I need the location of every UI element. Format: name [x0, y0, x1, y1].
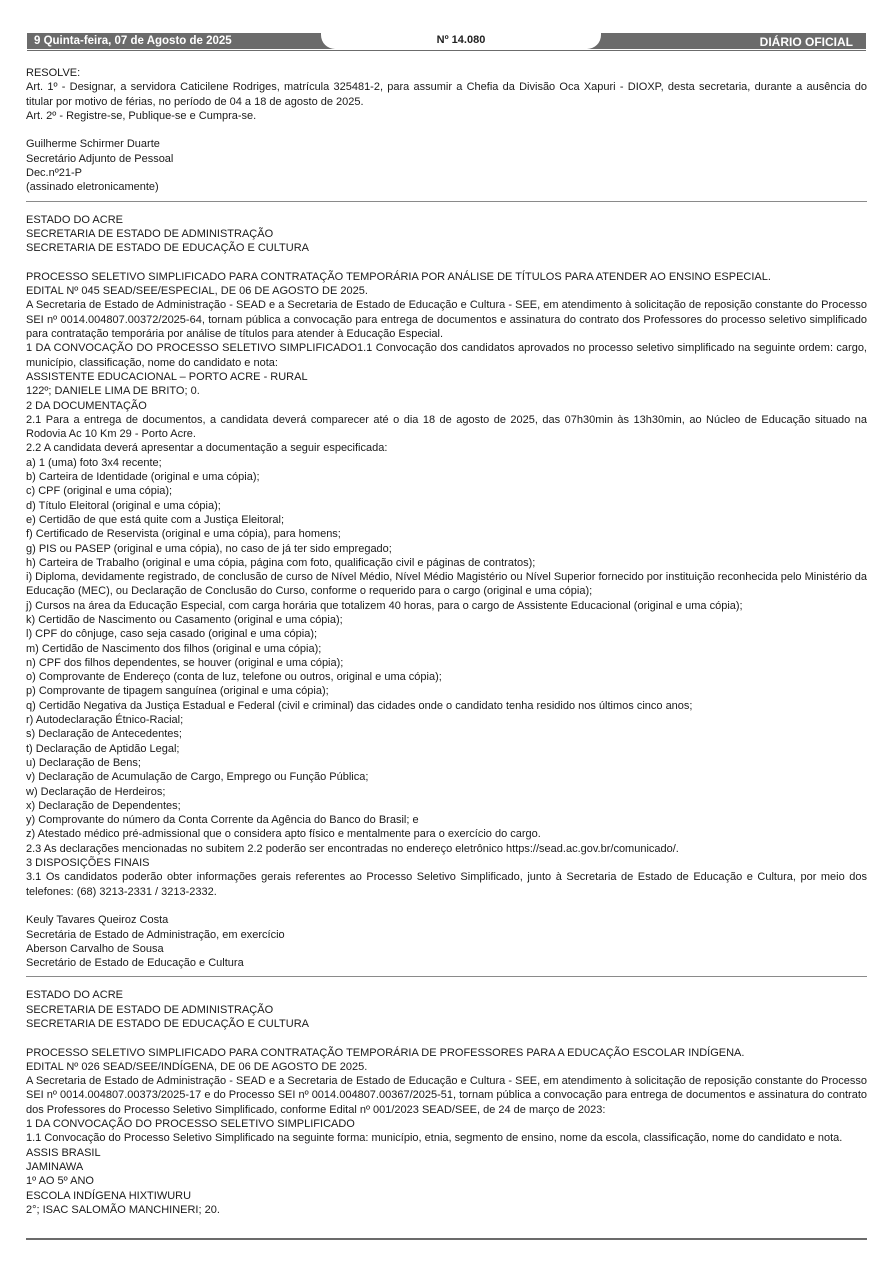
paragraph-line: 1 DA CONVOCAÇÃO DO PROCESSO SELETIVO SIMPLIFICADO: [26, 1118, 355, 1131]
paragraph-line: 3 DISPOSIÇÕES FINAIS: [26, 857, 150, 870]
article-2: Art. 2º - Registre-se, Publique-se e Cumpra-se.: [26, 109, 257, 122]
paragraph-line: 3.1 Os candidatos poderão obter informações gerais referentes ao Processo Seletivo Simplificado, junto à Secretaria de Estado de Educação e Cultura, por meio dos telefones: (68) 3213-2331 / 3213-2332.: [26, 871, 867, 898]
paragraph-line: h) Carteira de Trabalho (original e uma cópia, página com foto, qualificação civil e páginas de contratos);: [26, 556, 536, 569]
signer-decree: Dec.nº21-P: [26, 167, 82, 180]
journal-name: DIÁRIO OFICIAL: [759, 35, 853, 49]
section-divider: [26, 201, 867, 202]
signer-name: Guilherme Schirmer Duarte: [26, 138, 160, 151]
paragraph-line: EDITAL Nº 045 SEAD/SEE/ESPECIAL, DE 06 DE AGOSTO DE 2025.: [26, 285, 368, 298]
paragraph-line: 2.2 A candidata deverá apresentar a documentação a seguir especificada:: [26, 442, 388, 455]
paragraph-line: y) Comprovante do número da Conta Corrente da Agência do Banco do Brasil; e: [26, 814, 419, 827]
paragraph-line: A Secretaria de Estado de Administração - SEAD e a Secretaria de Estado de Educação e Cultura - SEE, em atendimento à solicitação de reposição constante do Processo SEI nº 0014.004807.00373/2025-17 e do Processo SEI nº 0014.004807.00367/2025-51, tornam pública a convocação para entrega de documentos e assinatura do contrato dos Professores do Processo Seletivo Simplificado, conforme Edital nº 001/2023 SEAD/SEE, de 24 de março de 2023:: [26, 1075, 867, 1116]
heading-see: SECRETARIA DE ESTADO DE EDUCAÇÃO E CULTURA: [26, 242, 309, 255]
paragraph-line: A Secretaria de Estado de Administração - SEAD e a Secretaria de Estado de Educação e Cultura - SEE, em atendimento à solicitação de reposição constante do Processo SEI nº 0014.004807.00372/2025-64, tornam pública a convocação para entrega de documentos e assinatura do contrato dos Professores do processo seletivo simplificado para contratação temporária por análise de títulos para atender à Educação Especial.: [26, 299, 867, 341]
paragraph-line: s) Declaração de Antecedentes;: [26, 728, 182, 741]
paragraph-line: e) Certidão de que está quite com a Justiça Eleitoral;: [26, 513, 285, 526]
heading-sead: SECRETARIA DE ESTADO DE ADMINISTRAÇÃO: [26, 1003, 274, 1016]
section-divider: [26, 976, 867, 977]
resolution-block: [26, 66, 867, 195]
paragraph-line: t) Declaração de Aptidão Legal;: [26, 742, 180, 755]
paragraph-line: b) Carteira de Identidade (original e uma cópia);: [26, 471, 260, 484]
paragraph-line: j) Cursos na área da Educação Especial, com carga horária que totalizem 40 horas, para o cargo de Assistente Educacional (original e uma cópia);: [26, 599, 743, 612]
paragraph-line: ESCOLA INDÍGENA HIXTIWURU: [26, 1189, 192, 1202]
heading-state: ESTADO DO ACRE: [26, 213, 123, 226]
paragraph-line: 2°; ISAC SALOMÃO MANCHINERI; 20.: [26, 1203, 220, 1216]
page-content: [26, 66, 867, 1217]
edital-especial-block: [26, 213, 867, 971]
paragraph-line: l) CPF do cônjuge, caso seja casado (original e uma cópia);: [26, 628, 318, 641]
article-1: Art. 1º - Designar, a servidora Caticilene Rodriges, matrícula 325481-2, para assumir a Chefia da Divisão Oca Xapuri - DIOXP, desta secretaria, durante a ausência do titular por motivo de férias, no período de 04 a 18 de agosto de 2025.: [26, 81, 867, 108]
footer-rule: [26, 1238, 867, 1240]
page-date: 9 Quinta-feira, 07 de Agosto de 2025: [34, 35, 232, 47]
heading-state: ESTADO DO ACRE: [26, 989, 123, 1002]
paragraph-line: JAMINAWA: [26, 1160, 84, 1173]
paragraph-line: 122º; DANIELE LIMA DE BRITO; 0.: [26, 385, 200, 398]
paragraph-line: g) PIS ou PASEP (original e uma cópia), no caso de já ter sido empregado;: [26, 542, 392, 555]
paragraph-line: a) 1 (uma) foto 3x4 recente;: [26, 456, 162, 469]
paragraph-line: PROCESSO SELETIVO SIMPLIFICADO PARA CONTRATAÇÃO TEMPORÁRIA DE PROFESSORES PARA A EDUCAÇÃO ESCOLAR INDÍGENA.: [26, 1046, 745, 1059]
paragraph-line: 2 DA DOCUMENTAÇÃO: [26, 399, 147, 412]
paragraph-line: i) Diploma, devidamente registrado, de conclusão de curso de Nível Médio, Nível Médio Magistério ou Nível Superior fornecido por instituição reconhecida pelo Ministério da Educação (MEC), ou Declaração de Conclusão do Curso, conforme o requerido para o cargo (original e uma cópia);: [26, 571, 867, 598]
paragraph-line: ASSIS BRASIL: [26, 1146, 101, 1159]
paragraph-line: v) Declaração de Acumulação de Cargo, Emprego ou Função Pública;: [26, 771, 369, 784]
edital-especial-body: [26, 270, 867, 899]
paragraph-line: EDITAL Nº 026 SEAD/SEE/INDÍGENA, DE 06 DE AGOSTO DE 2025.: [26, 1060, 368, 1073]
paragraph-line: k) Certidão de Nascimento ou Casamento (original e uma cópia);: [26, 613, 343, 626]
heading-see: SECRETARIA DE ESTADO DE EDUCAÇÃO E CULTURA: [26, 1018, 309, 1030]
edital-indigena-block: [26, 988, 867, 1217]
signer-role: Secretária de Estado de Administração, em exercício: [26, 928, 285, 941]
signer-note: (assinado eletronicamente): [26, 181, 159, 194]
paragraph-line: 2.3 As declarações mencionadas no subitem 2.2 poderão ser encontradas no endereço eletrônico https://sead.ac.gov.br/comunicado/.: [26, 842, 679, 855]
paragraph-line: r) Autodeclaração Étnico-Racial;: [26, 714, 184, 727]
paragraph-line: m) Certidão de Nascimento dos filhos (original e uma cópia);: [26, 642, 322, 655]
paragraph-line: n) CPF dos filhos dependentes, se houver (original e uma cópia);: [26, 656, 344, 669]
heading-sead: SECRETARIA DE ESTADO DE ADMINISTRAÇÃO: [26, 227, 274, 240]
paragraph-line: p) Comprovante de tipagem sanguínea (original e uma cópia);: [26, 685, 329, 698]
resolve-label: RESOLVE:: [26, 67, 81, 79]
edition-number: Nº 14.080: [436, 34, 486, 46]
paragraph-line: z) Atestado médico pré-admissional que o considera apto físico e mentalmente para o exercício do cargo.: [26, 828, 541, 841]
paragraph-line: ASSISTENTE EDUCACIONAL – PORTO ACRE - RURAL: [26, 370, 308, 383]
signer-name: Aberson Carvalho de Sousa: [26, 942, 164, 955]
paragraph-line: o) Comprovante de Endereço (conta de luz, telefone ou outros, original e uma cópia);: [26, 671, 442, 684]
paragraph-line: 1º AO 5º ANO: [26, 1175, 94, 1188]
signer-role: Secretário Adjunto de Pessoal: [26, 152, 174, 165]
paragraph-line: d) Título Eleitoral (original e uma cópia);: [26, 499, 221, 512]
paragraph-line: c) CPF (original e uma cópia);: [26, 485, 173, 498]
paragraph-line: 1.1 Convocação do Processo Seletivo Simplificado na seguinte forma: município, etnia, segmento de ensino, nome da escola, classificação, nome do candidato e nota.: [26, 1132, 843, 1145]
edital-indigena-body: [26, 1046, 867, 1218]
paragraph-line: 1 DA CONVOCAÇÃO DO PROCESSO SELETIVO SIMPLIFICADO1.1 Convocação dos candidatos aprovados no processo seletivo simplificado na seguinte ordem: cargo, município, classificação, nome do candidato e nota:: [26, 342, 867, 369]
paragraph-line: w) Declaração de Herdeiros;: [26, 785, 166, 798]
header-underline: [27, 50, 866, 51]
signer-name: Keuly Tavares Queiroz Costa: [26, 914, 169, 927]
page-header: [27, 33, 866, 51]
signer-role: Secretário de Estado de Educação e Cultura: [26, 957, 244, 970]
paragraph-line: q) Certidão Negativa da Justiça Estadual e Federal (civil e criminal) das cidades onde o candidato tenha residido nos últimos cinco anos;: [26, 699, 693, 712]
paragraph-line: u) Declaração de Bens;: [26, 756, 141, 769]
paragraph-line: f) Certificado de Reservista (original e uma cópia), para homens;: [26, 528, 341, 541]
paragraph-line: x) Declaração de Dependentes;: [26, 799, 181, 812]
paragraph-line: PROCESSO SELETIVO SIMPLIFICADO PARA CONTRATAÇÃO TEMPORÁRIA POR ANÁLISE DE TÍTULOS PARA ATENDER AO ENSINO ESPECIAL.: [26, 270, 771, 283]
paragraph-line: 2.1 Para a entrega de documentos, a candidata deverá comparecer até o dia 18 de agosto de 2025, das 07h30min às 13h30min, ao Núcleo de Educação situado na Rodovia Ac 10 Km 29 - Porto Acre.: [26, 413, 867, 441]
